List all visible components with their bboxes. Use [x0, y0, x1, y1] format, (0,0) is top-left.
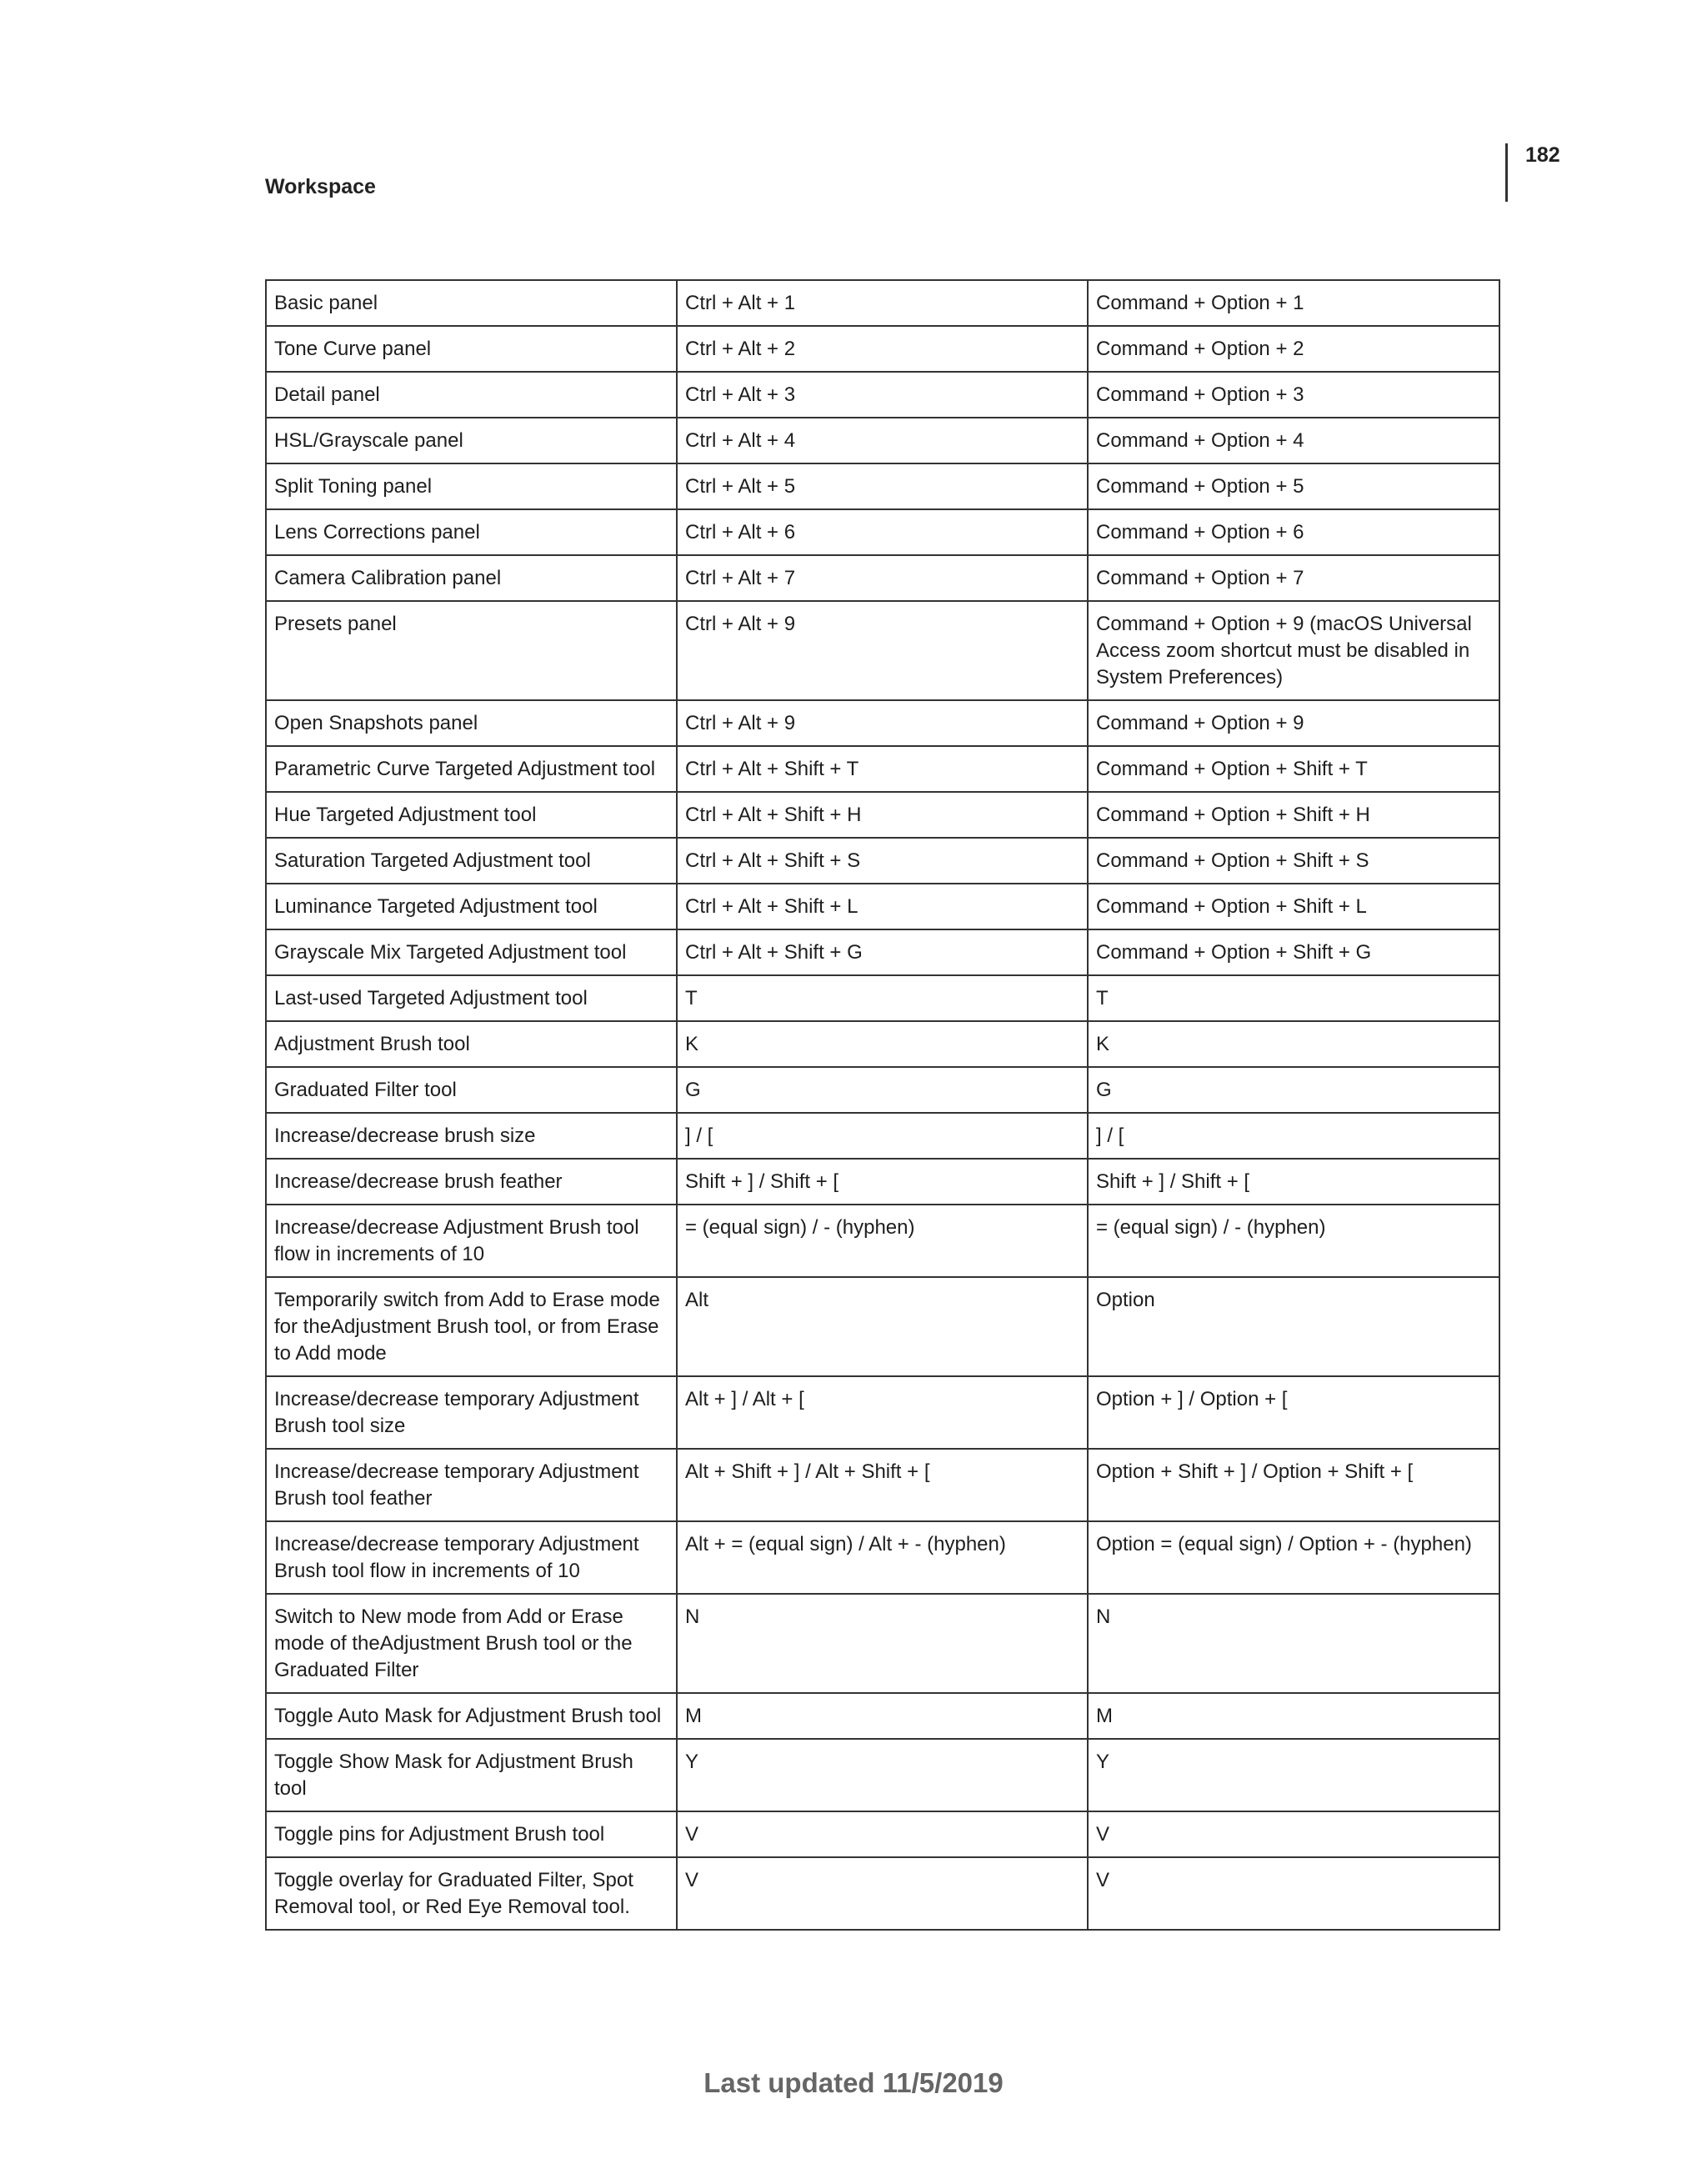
windows-shortcut-cell: Ctrl + Alt + 9: [677, 700, 1088, 746]
command-cell: Parametric Curve Targeted Adjustment tool: [266, 746, 677, 792]
page-number: 182: [1525, 143, 1560, 167]
windows-shortcut-cell: Ctrl + Alt + Shift + L: [677, 884, 1088, 929]
mac-shortcut-cell: T: [1088, 975, 1499, 1021]
table-row: [266, 1693, 1499, 1739]
mac-shortcut-cell: Shift + ] / Shift + [: [1088, 1159, 1499, 1205]
windows-shortcut-cell: K: [677, 1021, 1088, 1067]
table-row: [266, 1067, 1499, 1113]
table-row: [266, 1857, 1499, 1930]
command-cell: Increase/decrease temporary Adjustment Brush tool flow in increments of 10: [266, 1521, 677, 1594]
command-cell: Open Snapshots panel: [266, 700, 677, 746]
command-cell: Toggle Auto Mask for Adjustment Brush tool: [266, 1693, 677, 1739]
windows-shortcut-cell: Ctrl + Alt + Shift + H: [677, 792, 1088, 838]
mac-shortcut-cell: Option = (equal sign) / Option + - (hyphen): [1088, 1521, 1499, 1594]
mac-shortcut-cell: Command + Option + 9 (macOS Universal Access zoom shortcut must be disabled in System Preferences): [1088, 601, 1499, 700]
mac-shortcut-cell: = (equal sign) / - (hyphen): [1088, 1205, 1499, 1277]
mac-shortcut-cell: Command + Option + Shift + G: [1088, 929, 1499, 975]
windows-shortcut-cell: Alt + = (equal sign) / Alt + - (hyphen): [677, 1521, 1088, 1594]
mac-shortcut-cell: Command + Option + 1: [1088, 280, 1499, 326]
command-cell: Tone Curve panel: [266, 326, 677, 372]
mac-shortcut-cell: Option + ] / Option + [: [1088, 1376, 1499, 1449]
command-cell: Basic panel: [266, 280, 677, 326]
command-cell: Toggle pins for Adjustment Brush tool: [266, 1811, 677, 1857]
command-cell: Temporarily switch from Add to Erase mode for theAdjustment Brush tool, or from Erase to Add mode: [266, 1277, 677, 1376]
windows-shortcut-cell: Y: [677, 1739, 1088, 1811]
table-row: [266, 746, 1499, 792]
windows-shortcut-cell: Alt + Shift + ] / Alt + Shift + [: [677, 1449, 1088, 1521]
command-cell: Toggle overlay for Graduated Filter, Spot Removal tool, or Red Eye Removal tool.: [266, 1857, 677, 1930]
windows-shortcut-cell: M: [677, 1693, 1088, 1739]
table-row: [266, 838, 1499, 884]
command-cell: Increase/decrease brush feather: [266, 1159, 677, 1205]
windows-shortcut-cell: V: [677, 1857, 1088, 1930]
mac-shortcut-cell: Command + Option + Shift + L: [1088, 884, 1499, 929]
command-cell: Saturation Targeted Adjustment tool: [266, 838, 677, 884]
windows-shortcut-cell: Shift + ] / Shift + [: [677, 1159, 1088, 1205]
mac-shortcut-cell: Option: [1088, 1277, 1499, 1376]
table-row: [266, 601, 1499, 700]
windows-shortcut-cell: G: [677, 1067, 1088, 1113]
table-row: [266, 1159, 1499, 1205]
header-divider: [1505, 143, 1508, 202]
mac-shortcut-cell: Command + Option + 9: [1088, 700, 1499, 746]
table-row: [266, 792, 1499, 838]
command-cell: Hue Targeted Adjustment tool: [266, 792, 677, 838]
windows-shortcut-cell: Ctrl + Alt + 2: [677, 326, 1088, 372]
command-cell: Luminance Targeted Adjustment tool: [266, 884, 677, 929]
command-cell: Grayscale Mix Targeted Adjustment tool: [266, 929, 677, 975]
mac-shortcut-cell: V: [1088, 1811, 1499, 1857]
mac-shortcut-cell: Command + Option + 6: [1088, 509, 1499, 555]
section-title: Workspace: [265, 175, 376, 198]
command-cell: Lens Corrections panel: [266, 509, 677, 555]
windows-shortcut-cell: Ctrl + Alt + 5: [677, 463, 1088, 509]
table-row: [266, 1205, 1499, 1277]
windows-shortcut-cell: Ctrl + Alt + Shift + G: [677, 929, 1088, 975]
table-row: [266, 975, 1499, 1021]
command-cell: Detail panel: [266, 372, 677, 418]
table-row: [266, 1739, 1499, 1811]
shortcuts-table-body: [266, 280, 1499, 1930]
command-cell: Increase/decrease Adjustment Brush tool flow in increments of 10: [266, 1205, 677, 1277]
table-row: [266, 1277, 1499, 1376]
table-row: [266, 1376, 1499, 1449]
table-row: [266, 700, 1499, 746]
table-row: [266, 326, 1499, 372]
table-row: [266, 1594, 1499, 1693]
mac-shortcut-cell: Command + Option + Shift + S: [1088, 838, 1499, 884]
windows-shortcut-cell: N: [677, 1594, 1088, 1693]
mac-shortcut-cell: Command + Option + Shift + H: [1088, 792, 1499, 838]
command-cell: Increase/decrease brush size: [266, 1113, 677, 1159]
command-cell: Camera Calibration panel: [266, 555, 677, 601]
windows-shortcut-cell: ] / [: [677, 1113, 1088, 1159]
windows-shortcut-cell: Ctrl + Alt + Shift + S: [677, 838, 1088, 884]
command-cell: Last-used Targeted Adjustment tool: [266, 975, 677, 1021]
table-row: [266, 1021, 1499, 1067]
mac-shortcut-cell: Command + Option + 7: [1088, 555, 1499, 601]
mac-shortcut-cell: N: [1088, 1594, 1499, 1693]
mac-shortcut-cell: G: [1088, 1067, 1499, 1113]
mac-shortcut-cell: Option + Shift + ] / Option + Shift + [: [1088, 1449, 1499, 1521]
command-cell: Toggle Show Mask for Adjustment Brush tool: [266, 1739, 677, 1811]
windows-shortcut-cell: Ctrl + Alt + 1: [677, 280, 1088, 326]
windows-shortcut-cell: Alt: [677, 1277, 1088, 1376]
table-row: [266, 280, 1499, 326]
windows-shortcut-cell: T: [677, 975, 1088, 1021]
table-row: [266, 929, 1499, 975]
table-row: [266, 555, 1499, 601]
shortcuts-table: [265, 279, 1500, 1931]
command-cell: Switch to New mode from Add or Erase mode of theAdjustment Brush tool or the Graduated Filter: [266, 1594, 677, 1693]
windows-shortcut-cell: = (equal sign) / - (hyphen): [677, 1205, 1088, 1277]
windows-shortcut-cell: Ctrl + Alt + 9: [677, 601, 1088, 700]
mac-shortcut-cell: Command + Option + Shift + T: [1088, 746, 1499, 792]
table-row: [266, 463, 1499, 509]
table-row: [266, 884, 1499, 929]
windows-shortcut-cell: Ctrl + Alt + 3: [677, 372, 1088, 418]
command-cell: Adjustment Brush tool: [266, 1021, 677, 1067]
mac-shortcut-cell: Y: [1088, 1739, 1499, 1811]
windows-shortcut-cell: Ctrl + Alt + 7: [677, 555, 1088, 601]
windows-shortcut-cell: Ctrl + Alt + Shift + T: [677, 746, 1088, 792]
command-cell: Split Toning panel: [266, 463, 677, 509]
mac-shortcut-cell: M: [1088, 1693, 1499, 1739]
mac-shortcut-cell: Command + Option + 4: [1088, 418, 1499, 463]
command-cell: Graduated Filter tool: [266, 1067, 677, 1113]
table-row: [266, 372, 1499, 418]
windows-shortcut-cell: Alt + ] / Alt + [: [677, 1376, 1088, 1449]
command-cell: Increase/decrease temporary Adjustment Brush tool feather: [266, 1449, 677, 1521]
windows-shortcut-cell: Ctrl + Alt + 6: [677, 509, 1088, 555]
table-row: [266, 1449, 1499, 1521]
table-row: [266, 1521, 1499, 1594]
mac-shortcut-cell: Command + Option + 5: [1088, 463, 1499, 509]
mac-shortcut-cell: V: [1088, 1857, 1499, 1930]
table-row: [266, 509, 1499, 555]
mac-shortcut-cell: Command + Option + 2: [1088, 326, 1499, 372]
mac-shortcut-cell: Command + Option + 3: [1088, 372, 1499, 418]
windows-shortcut-cell: Ctrl + Alt + 4: [677, 418, 1088, 463]
mac-shortcut-cell: K: [1088, 1021, 1499, 1067]
command-cell: Increase/decrease temporary Adjustment Brush tool size: [266, 1376, 677, 1449]
table-row: [266, 1113, 1499, 1159]
footer-last-updated: Last updated 11/5/2019: [703, 2067, 1004, 2098]
mac-shortcut-cell: ] / [: [1088, 1113, 1499, 1159]
table-row: [266, 418, 1499, 463]
table-row: [266, 1811, 1499, 1857]
command-cell: HSL/Grayscale panel: [266, 418, 677, 463]
command-cell: Presets panel: [266, 601, 677, 700]
windows-shortcut-cell: V: [677, 1811, 1088, 1857]
